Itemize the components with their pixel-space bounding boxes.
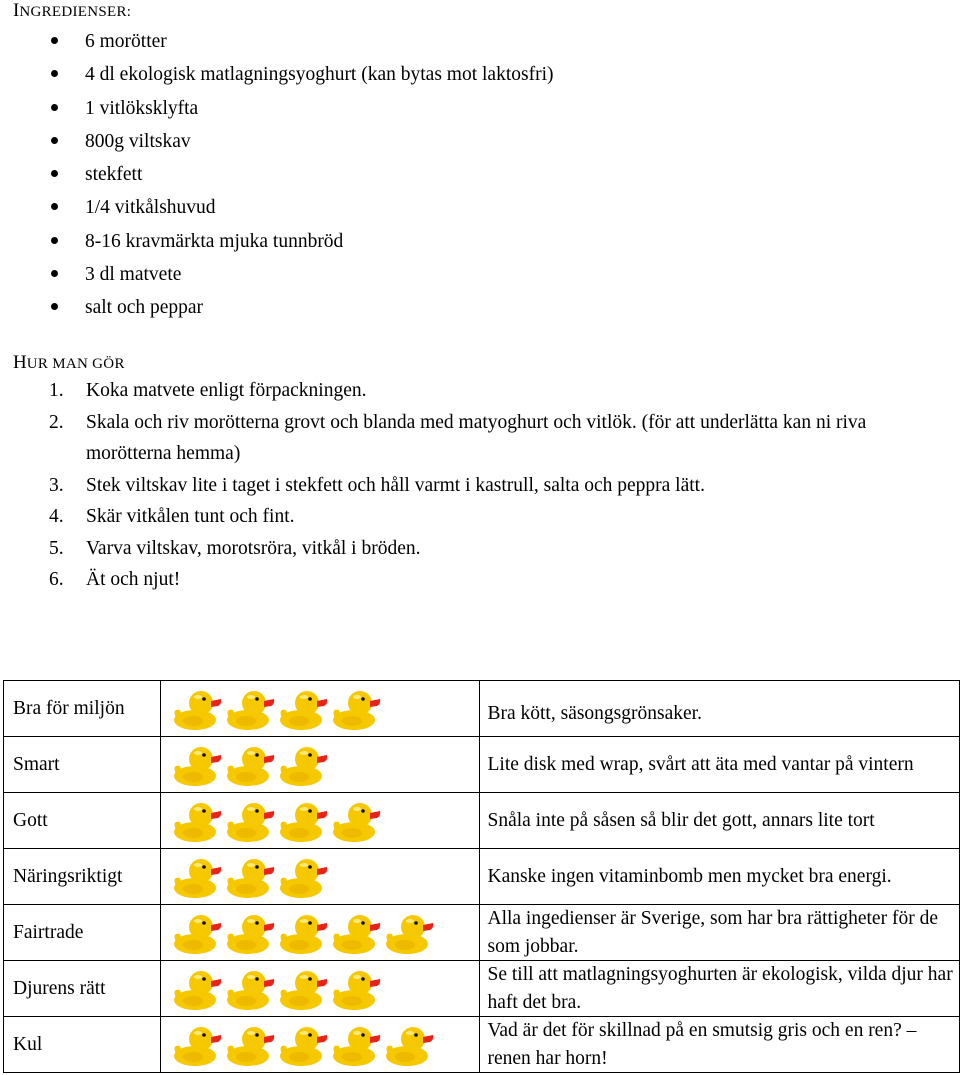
step-number: 2. (49, 411, 64, 433)
step-item (0, 470, 946, 502)
table-row (4, 1017, 960, 1073)
bullet-icon (51, 270, 58, 277)
criterion-comment: Bra kött, säsongsgrönsaker. (480, 681, 960, 737)
step-item (0, 533, 946, 565)
rubber-duck-icon (224, 798, 276, 844)
duck-rating (160, 961, 480, 1017)
rubber-duck-icon (277, 910, 329, 956)
step-text: Ät och njut! (86, 569, 181, 590)
step-item (0, 375, 946, 407)
rubber-duck-icon (171, 686, 223, 732)
step-text: Stek viltskav lite i taget i stekfett och håll varmt i kastrull, salta och peppra lätt. (86, 474, 705, 496)
criterion-comment: Lite disk med wrap, svårt att äta med vantar på vintern (480, 737, 960, 793)
list-item: salt och peppar (0, 293, 553, 326)
rubber-duck-icon (224, 1022, 276, 1068)
step-list (0, 375, 946, 596)
criterion-comment: Snåla inte på såsen så blir det gott, annars lite tort (480, 793, 960, 849)
step-number: 1. (49, 380, 64, 401)
table-row (4, 905, 960, 961)
rubber-duck-icon (277, 854, 329, 900)
list-item: stekfett (0, 160, 553, 193)
rubber-duck-icon (330, 1022, 382, 1068)
rubber-duck-icon (224, 910, 276, 956)
criterion-label: Djurens rätt (4, 961, 161, 1017)
rubber-duck-icon (277, 798, 329, 844)
rating-table (3, 680, 960, 1073)
rubber-duck-icon (277, 742, 329, 788)
step-text: Varva viltskav, morotsröra, vitkål i bröden. (86, 537, 421, 559)
step-text: Koka matvete enligt förpackningen. (86, 380, 367, 401)
step-item (0, 564, 946, 596)
criterion-label: Bra för miljön (4, 681, 161, 737)
step-text: Skala och riv morötterna grovt och blanda med matyoghurt och vitlök. (för att underlätta kan ni riva morötterna hemma) (86, 411, 867, 464)
rubber-duck-icon (171, 966, 223, 1012)
table-row (4, 793, 960, 849)
bullet-icon (51, 137, 58, 144)
criterion-comment: Vad är det för skillnad på en smutsig gris och en ren? –renen har horn! (480, 1017, 960, 1073)
criterion-label: Fairtrade (4, 905, 161, 961)
step-item (0, 501, 946, 533)
rubber-duck-icon (171, 1022, 223, 1068)
criterion-comment: Alla ingedienser är Sverige, som har bra rättigheter för de som jobbar. (480, 905, 960, 961)
criterion-label: Smart (4, 737, 161, 793)
rubber-duck-icon (330, 686, 382, 732)
bullet-icon (51, 237, 58, 244)
criterion-label: Gott (4, 793, 161, 849)
rubber-duck-icon (330, 910, 382, 956)
duck-rating (160, 793, 480, 849)
table-row (4, 849, 960, 905)
table-row (4, 737, 960, 793)
ingredients-heading: INGREDIENSER: (13, 0, 132, 21)
duck-rating (160, 681, 480, 737)
duck-rating (160, 905, 480, 961)
rubber-duck-icon (224, 854, 276, 900)
bullet-icon (51, 303, 58, 310)
duck-rating (160, 1017, 480, 1073)
rubber-duck-icon (277, 1022, 329, 1068)
criterion-comment: Se till att matlagningsyoghurten är ekologisk, vilda djur har haft det bra. (480, 961, 960, 1017)
table-row (4, 961, 960, 1017)
list-item: 3 dl matvete (0, 260, 553, 293)
criterion-label: Kul (4, 1017, 161, 1073)
rubber-duck-icon (277, 686, 329, 732)
rubber-duck-icon (330, 798, 382, 844)
list-item: 800g viltskav (0, 127, 553, 160)
bullet-icon (51, 170, 58, 177)
rubber-duck-icon (224, 742, 276, 788)
rubber-duck-icon (224, 686, 276, 732)
duck-rating (160, 737, 480, 793)
rubber-duck-icon (171, 910, 223, 956)
step-text: Skär vitkålen tunt och fint. (86, 506, 295, 527)
step-number: 3. (49, 474, 64, 496)
bullet-icon (51, 70, 58, 77)
step-number: 5. (49, 537, 64, 559)
rubber-duck-icon (383, 1022, 435, 1068)
rubber-duck-icon (171, 742, 223, 788)
bullet-icon (51, 37, 58, 44)
criterion-comment: Kanske ingen vitaminbomb men mycket bra energi. (480, 849, 960, 905)
rubber-duck-icon (277, 966, 329, 1012)
criterion-label: Näringsriktigt (4, 849, 161, 905)
list-item: 4 dl ekologisk matlagningsyoghurt (kan bytas mot laktosfri) (0, 60, 553, 93)
rubber-duck-icon (171, 854, 223, 900)
step-number: 6. (49, 569, 64, 590)
list-item: 1/4 vitkålshuvud (0, 193, 553, 226)
step-number: 4. (49, 506, 64, 527)
list-item: 8-16 kravmärkta mjuka tunnbröd (0, 227, 553, 260)
bullet-icon (51, 104, 58, 111)
rubber-duck-icon (383, 910, 435, 956)
duck-rating (160, 849, 480, 905)
instructions-heading: HUR MAN GÖR (13, 352, 125, 373)
list-item: 6 morötter (0, 27, 553, 60)
ingredient-list (0, 27, 553, 327)
rubber-duck-icon (224, 966, 276, 1012)
step-item (0, 407, 946, 470)
rubber-duck-icon (330, 966, 382, 1012)
rubber-duck-icon (171, 798, 223, 844)
list-item: 1 vitlöksklyfta (0, 94, 553, 127)
table-row (4, 681, 960, 737)
bullet-icon (51, 203, 58, 210)
